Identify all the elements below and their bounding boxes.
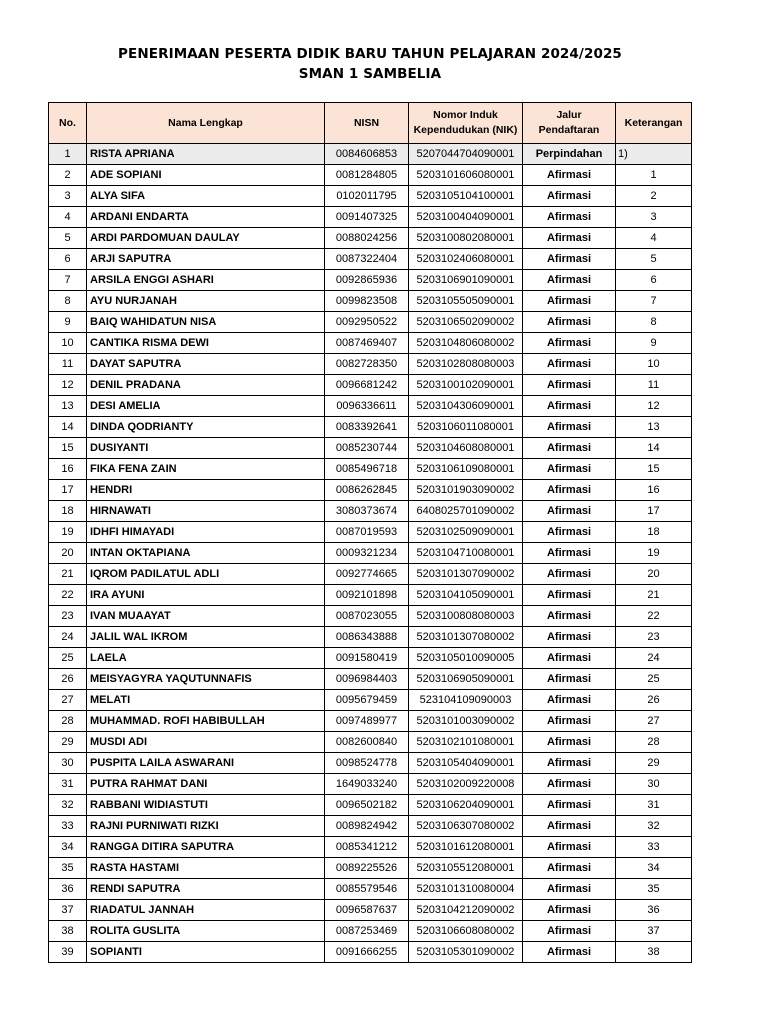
cell-no: 33 — [49, 816, 87, 837]
cell-nik: 5203106901090001 — [409, 270, 523, 291]
cell-no: 22 — [49, 585, 87, 606]
table-row — [49, 732, 692, 753]
cell-name: MUHAMMAD. ROFI HABIBULLAH — [87, 711, 325, 732]
cell-no: 35 — [49, 858, 87, 879]
cell-nik: 5203105104100001 — [409, 186, 523, 207]
cell-name: RISTA APRIANA — [87, 144, 325, 165]
table-row — [49, 795, 692, 816]
cell-name: MUSDI ADI — [87, 732, 325, 753]
cell-nik: 5203106608080002 — [409, 921, 523, 942]
table-row — [49, 480, 692, 501]
cell-name: RENDI SAPUTRA — [87, 879, 325, 900]
column-header-name: Nama Lengkap — [87, 103, 325, 144]
cell-nik: 5203106204090001 — [409, 795, 523, 816]
table-row — [49, 942, 692, 963]
cell-keterangan: 1 — [616, 165, 692, 186]
cell-nisn: 0082728350 — [325, 354, 409, 375]
cell-jalur: Afirmasi — [523, 564, 616, 585]
cell-nisn: 0095679459 — [325, 690, 409, 711]
cell-keterangan: 18 — [616, 522, 692, 543]
cell-jalur: Afirmasi — [523, 459, 616, 480]
cell-no: 16 — [49, 459, 87, 480]
cell-nik: 5203104806080002 — [409, 333, 523, 354]
table-row — [49, 879, 692, 900]
column-header-nik-line2: Kependudukan (NIK) — [413, 124, 518, 136]
column-header-jalur — [523, 103, 616, 144]
cell-no: 6 — [49, 249, 87, 270]
cell-nik: 5207044704090001 — [409, 144, 523, 165]
cell-no: 32 — [49, 795, 87, 816]
cell-jalur: Afirmasi — [523, 501, 616, 522]
cell-keterangan: 35 — [616, 879, 692, 900]
cell-nisn: 0089824942 — [325, 816, 409, 837]
table-row — [49, 354, 692, 375]
cell-jalur: Afirmasi — [523, 375, 616, 396]
cell-jalur: Afirmasi — [523, 816, 616, 837]
cell-nik: 5203102101080001 — [409, 732, 523, 753]
cell-no: 15 — [49, 438, 87, 459]
table-row — [49, 207, 692, 228]
cell-nik: 5203100802080001 — [409, 228, 523, 249]
cell-nisn: 0085230744 — [325, 438, 409, 459]
cell-keterangan: 25 — [616, 669, 692, 690]
cell-no: 4 — [49, 207, 87, 228]
cell-nisn: 0088024256 — [325, 228, 409, 249]
cell-nisn: 1649033240 — [325, 774, 409, 795]
cell-jalur: Perpindahan — [523, 144, 616, 165]
cell-keterangan: 8 — [616, 312, 692, 333]
cell-nik: 5203105404090001 — [409, 753, 523, 774]
table-row — [49, 186, 692, 207]
table-row — [49, 438, 692, 459]
student-table — [48, 102, 692, 963]
table-row — [49, 606, 692, 627]
cell-name: DUSIYANTI — [87, 438, 325, 459]
cell-nisn: 3080373674 — [325, 501, 409, 522]
cell-nik: 5203104306090001 — [409, 396, 523, 417]
cell-jalur: Afirmasi — [523, 522, 616, 543]
cell-nisn: 0091666255 — [325, 942, 409, 963]
cell-keterangan: 34 — [616, 858, 692, 879]
cell-keterangan: 26 — [616, 690, 692, 711]
cell-nisn: 0087253469 — [325, 921, 409, 942]
cell-keterangan: 7 — [616, 291, 692, 312]
cell-name: FIKA FENA ZAIN — [87, 459, 325, 480]
cell-no: 28 — [49, 711, 87, 732]
cell-nisn: 0086343888 — [325, 627, 409, 648]
cell-no: 13 — [49, 396, 87, 417]
cell-nisn: 0097489977 — [325, 711, 409, 732]
cell-nik: 523104109090003 — [409, 690, 523, 711]
table-row — [49, 711, 692, 732]
cell-name: RANGGA DITIRA SAPUTRA — [87, 837, 325, 858]
cell-nisn: 0092101898 — [325, 585, 409, 606]
cell-jalur: Afirmasi — [523, 333, 616, 354]
cell-nik: 5203105010090005 — [409, 648, 523, 669]
cell-nik: 5203102509090001 — [409, 522, 523, 543]
cell-jalur: Afirmasi — [523, 270, 616, 291]
cell-jalur: Afirmasi — [523, 354, 616, 375]
table-row — [49, 312, 692, 333]
cell-keterangan: 32 — [616, 816, 692, 837]
column-header-no: No. — [49, 103, 87, 144]
table-row — [49, 144, 692, 165]
cell-jalur: Afirmasi — [523, 396, 616, 417]
cell-nisn: 0084606853 — [325, 144, 409, 165]
document-title: PENERIMAAN PESERTA DIDIK BARU TAHUN PELAJARAN 2024/2025 — [118, 46, 622, 62]
cell-nisn: 0091407325 — [325, 207, 409, 228]
cell-name: SOPIANTI — [87, 942, 325, 963]
cell-nik: 5203106307080002 — [409, 816, 523, 837]
cell-nik: 5203100404090001 — [409, 207, 523, 228]
cell-name: IQROM PADILATUL ADLI — [87, 564, 325, 585]
cell-keterangan: 29 — [616, 753, 692, 774]
cell-keterangan: 13 — [616, 417, 692, 438]
cell-no: 8 — [49, 291, 87, 312]
cell-nik: 5203101606080001 — [409, 165, 523, 186]
column-header-jalur-line2: Pendaftaran — [538, 124, 600, 136]
cell-name: IVAN MUAAYAT — [87, 606, 325, 627]
cell-keterangan: 38 — [616, 942, 692, 963]
cell-nisn: 0098524778 — [325, 753, 409, 774]
table-row — [49, 627, 692, 648]
cell-nisn: 0096502182 — [325, 795, 409, 816]
table-row — [49, 921, 692, 942]
cell-nisn: 0096587637 — [325, 900, 409, 921]
table-row — [49, 858, 692, 879]
cell-nik: 5203106011080001 — [409, 417, 523, 438]
cell-jalur: Afirmasi — [523, 774, 616, 795]
cell-jalur: Afirmasi — [523, 753, 616, 774]
cell-name: HENDRI — [87, 480, 325, 501]
table-row — [49, 690, 692, 711]
cell-jalur: Afirmasi — [523, 858, 616, 879]
cell-name: ARDI PARDOMUAN DAULAY — [87, 228, 325, 249]
cell-name: AYU NURJANAH — [87, 291, 325, 312]
cell-keterangan: 30 — [616, 774, 692, 795]
cell-nisn: 0092774665 — [325, 564, 409, 585]
cell-nisn: 0089225526 — [325, 858, 409, 879]
cell-name: INTAN OKTAPIANA — [87, 543, 325, 564]
cell-nik: 5203106109080001 — [409, 459, 523, 480]
cell-nisn: 0086262845 — [325, 480, 409, 501]
cell-name: CANTIKA RISMA DEWI — [87, 333, 325, 354]
cell-nisn: 0102011795 — [325, 186, 409, 207]
cell-jalur: Afirmasi — [523, 438, 616, 459]
cell-keterangan: 22 — [616, 606, 692, 627]
cell-nik: 5203102808080003 — [409, 354, 523, 375]
cell-nik: 5203101307080002 — [409, 627, 523, 648]
cell-jalur: Afirmasi — [523, 879, 616, 900]
cell-keterangan: 12 — [616, 396, 692, 417]
cell-nisn: 0092950522 — [325, 312, 409, 333]
cell-nik: 5203101307090002 — [409, 564, 523, 585]
cell-nik: 5203104105090001 — [409, 585, 523, 606]
table-row — [49, 543, 692, 564]
cell-keterangan: 37 — [616, 921, 692, 942]
cell-name: MEISYAGYRA YAQUTUNNAFIS — [87, 669, 325, 690]
cell-no: 36 — [49, 879, 87, 900]
cell-jalur: Afirmasi — [523, 606, 616, 627]
cell-no: 29 — [49, 732, 87, 753]
cell-nisn: 0099823508 — [325, 291, 409, 312]
cell-nik: 5203100102090001 — [409, 375, 523, 396]
cell-keterangan: 31 — [616, 795, 692, 816]
cell-keterangan: 28 — [616, 732, 692, 753]
cell-name: IDHFI HIMAYADI — [87, 522, 325, 543]
cell-nik: 5203101612080001 — [409, 837, 523, 858]
cell-nik: 5203106502090002 — [409, 312, 523, 333]
cell-name: RAJNI PURNIWATI RIZKI — [87, 816, 325, 837]
cell-keterangan: 11 — [616, 375, 692, 396]
cell-nisn: 0091580419 — [325, 648, 409, 669]
cell-jalur: Afirmasi — [523, 942, 616, 963]
cell-name: DINDA QODRIANTY — [87, 417, 325, 438]
table-row — [49, 501, 692, 522]
table-row — [49, 900, 692, 921]
cell-jalur: Afirmasi — [523, 795, 616, 816]
cell-keterangan: 19 — [616, 543, 692, 564]
cell-no: 39 — [49, 942, 87, 963]
cell-no: 10 — [49, 333, 87, 354]
cell-no: 14 — [49, 417, 87, 438]
cell-jalur: Afirmasi — [523, 732, 616, 753]
cell-keterangan: 21 — [616, 585, 692, 606]
cell-nik: 5203104608080001 — [409, 438, 523, 459]
column-header-jalur-line1: Jalur — [556, 109, 582, 121]
table-row — [49, 228, 692, 249]
cell-no: 12 — [49, 375, 87, 396]
cell-keterangan: 6 — [616, 270, 692, 291]
cell-nisn: 0082600840 — [325, 732, 409, 753]
table-row — [49, 417, 692, 438]
cell-nisn: 0085579546 — [325, 879, 409, 900]
table-row — [49, 165, 692, 186]
table-row — [49, 522, 692, 543]
cell-jalur: Afirmasi — [523, 543, 616, 564]
column-header-nik-line1: Nomor Induk — [433, 109, 498, 121]
cell-jalur: Afirmasi — [523, 690, 616, 711]
table-row — [49, 774, 692, 795]
cell-nisn: 0092865936 — [325, 270, 409, 291]
table-row — [49, 648, 692, 669]
cell-keterangan: 5 — [616, 249, 692, 270]
cell-name: HIRNAWATI — [87, 501, 325, 522]
document-header — [0, 44, 740, 84]
table-body — [49, 144, 692, 963]
cell-nik: 5203105505090001 — [409, 291, 523, 312]
table-row — [49, 669, 692, 690]
cell-keterangan: 20 — [616, 564, 692, 585]
cell-name: BAIQ WAHIDATUN NISA — [87, 312, 325, 333]
cell-keterangan: 16 — [616, 480, 692, 501]
column-header-nisn: NISN — [325, 103, 409, 144]
cell-nik: 5203104212090002 — [409, 900, 523, 921]
cell-no: 2 — [49, 165, 87, 186]
cell-nik: 5203100808080003 — [409, 606, 523, 627]
cell-keterangan: 36 — [616, 900, 692, 921]
cell-nik: 5203105512080001 — [409, 858, 523, 879]
cell-nisn: 0087019593 — [325, 522, 409, 543]
cell-no: 25 — [49, 648, 87, 669]
cell-keterangan: 4 — [616, 228, 692, 249]
cell-nisn: 0081284805 — [325, 165, 409, 186]
table-row — [49, 753, 692, 774]
cell-keterangan: 24 — [616, 648, 692, 669]
cell-nisn: 0087469407 — [325, 333, 409, 354]
cell-jalur: Afirmasi — [523, 312, 616, 333]
cell-jalur: Afirmasi — [523, 291, 616, 312]
cell-jalur: Afirmasi — [523, 186, 616, 207]
cell-nisn: 0009321234 — [325, 543, 409, 564]
cell-no: 19 — [49, 522, 87, 543]
cell-jalur: Afirmasi — [523, 207, 616, 228]
table-row — [49, 564, 692, 585]
cell-no: 5 — [49, 228, 87, 249]
cell-name: ARSILA ENGGI ASHARI — [87, 270, 325, 291]
cell-no: 1 — [49, 144, 87, 165]
cell-nik: 5203101903090002 — [409, 480, 523, 501]
table-row — [49, 291, 692, 312]
cell-nik: 5203101310080004 — [409, 879, 523, 900]
cell-jalur: Afirmasi — [523, 921, 616, 942]
cell-keterangan: 14 — [616, 438, 692, 459]
cell-name: LAELA — [87, 648, 325, 669]
cell-jalur: Afirmasi — [523, 900, 616, 921]
cell-keterangan: 9 — [616, 333, 692, 354]
cell-name: ARDANI ENDARTA — [87, 207, 325, 228]
cell-name: IRA AYUNI — [87, 585, 325, 606]
cell-nik: 5203104710080001 — [409, 543, 523, 564]
cell-name: ROLITA GUSLITA — [87, 921, 325, 942]
table-header — [49, 103, 692, 144]
cell-name: DENIL PRADANA — [87, 375, 325, 396]
cell-no: 11 — [49, 354, 87, 375]
cell-keterangan: 3 — [616, 207, 692, 228]
cell-keterangan: 10 — [616, 354, 692, 375]
cell-name: ADE SOPIANI — [87, 165, 325, 186]
cell-no: 9 — [49, 312, 87, 333]
cell-jalur: Afirmasi — [523, 480, 616, 501]
cell-name: DAYAT SAPUTRA — [87, 354, 325, 375]
cell-nisn: 0087322404 — [325, 249, 409, 270]
table-row — [49, 375, 692, 396]
cell-jalur: Afirmasi — [523, 711, 616, 732]
cell-no: 38 — [49, 921, 87, 942]
cell-nik: 5203102406080001 — [409, 249, 523, 270]
table-row — [49, 270, 692, 291]
cell-name: DESI AMELIA — [87, 396, 325, 417]
cell-no: 24 — [49, 627, 87, 648]
table-row — [49, 585, 692, 606]
cell-no: 23 — [49, 606, 87, 627]
cell-jalur: Afirmasi — [523, 249, 616, 270]
table-row — [49, 459, 692, 480]
cell-keterangan: 33 — [616, 837, 692, 858]
cell-jalur: Afirmasi — [523, 837, 616, 858]
cell-name: RIADATUL JANNAH — [87, 900, 325, 921]
cell-no: 31 — [49, 774, 87, 795]
cell-nisn: 0085496718 — [325, 459, 409, 480]
cell-jalur: Afirmasi — [523, 417, 616, 438]
table-row — [49, 396, 692, 417]
cell-keterangan: 1) — [616, 144, 692, 165]
cell-jalur: Afirmasi — [523, 165, 616, 186]
cell-no: 17 — [49, 480, 87, 501]
table-row — [49, 816, 692, 837]
cell-no: 26 — [49, 669, 87, 690]
cell-no: 18 — [49, 501, 87, 522]
table-row — [49, 837, 692, 858]
cell-no: 37 — [49, 900, 87, 921]
table-row — [49, 333, 692, 354]
cell-nisn: 0085341212 — [325, 837, 409, 858]
cell-jalur: Afirmasi — [523, 228, 616, 249]
cell-name: PUSPITA LAILA ASWARANI — [87, 753, 325, 774]
cell-keterangan: 27 — [616, 711, 692, 732]
cell-name: JALIL WAL IKROM — [87, 627, 325, 648]
cell-nik: 5203101003090002 — [409, 711, 523, 732]
cell-name: PUTRA RAHMAT DANI — [87, 774, 325, 795]
cell-no: 27 — [49, 690, 87, 711]
cell-no: 34 — [49, 837, 87, 858]
cell-nisn: 0083392641 — [325, 417, 409, 438]
cell-no: 20 — [49, 543, 87, 564]
cell-name: ALYA SIFA — [87, 186, 325, 207]
cell-no: 7 — [49, 270, 87, 291]
cell-nisn: 0096336611 — [325, 396, 409, 417]
cell-keterangan: 23 — [616, 627, 692, 648]
column-header-nik — [409, 103, 523, 144]
cell-jalur: Afirmasi — [523, 648, 616, 669]
cell-name: RASTA HASTAMI — [87, 858, 325, 879]
school-name: SMAN 1 SAMBELIA — [298, 66, 442, 82]
cell-name: ARJI SAPUTRA — [87, 249, 325, 270]
cell-keterangan: 17 — [616, 501, 692, 522]
cell-keterangan: 15 — [616, 459, 692, 480]
cell-no: 21 — [49, 564, 87, 585]
cell-jalur: Afirmasi — [523, 627, 616, 648]
table-row — [49, 249, 692, 270]
cell-nisn: 0096681242 — [325, 375, 409, 396]
cell-no: 30 — [49, 753, 87, 774]
cell-nik: 5203106905090001 — [409, 669, 523, 690]
cell-nisn: 0087023055 — [325, 606, 409, 627]
cell-keterangan: 2 — [616, 186, 692, 207]
cell-no: 3 — [49, 186, 87, 207]
cell-nik: 6408025701090002 — [409, 501, 523, 522]
cell-jalur: Afirmasi — [523, 669, 616, 690]
cell-name: MELATI — [87, 690, 325, 711]
cell-nisn: 0096984403 — [325, 669, 409, 690]
cell-nik: 5203102009220008 — [409, 774, 523, 795]
cell-nik: 5203105301090002 — [409, 942, 523, 963]
cell-jalur: Afirmasi — [523, 585, 616, 606]
cell-name: RABBANI WIDIASTUTI — [87, 795, 325, 816]
column-header-ket: Keterangan — [616, 103, 692, 144]
